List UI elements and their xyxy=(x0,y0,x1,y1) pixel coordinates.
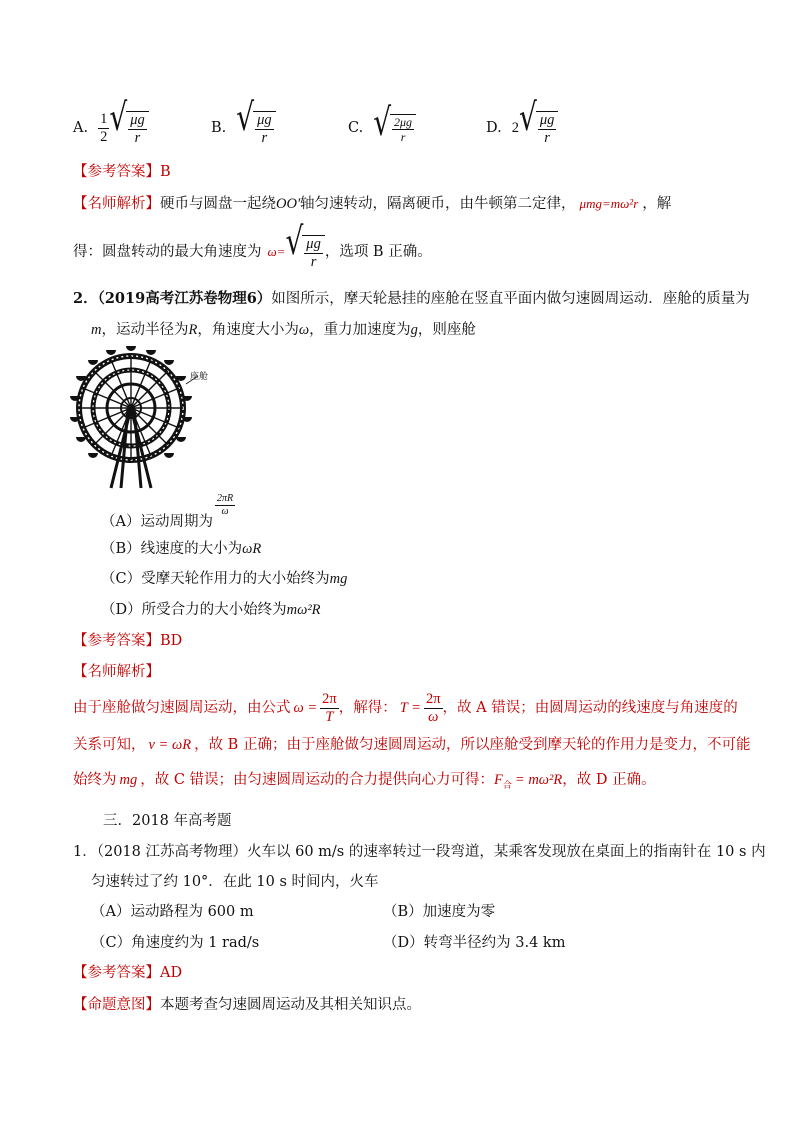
option-b xyxy=(211,95,276,150)
question-2-analysis-line-2: 关系可知， v = ωR ，故 B 正确；由于座舱做匀速圆周运动，所以座舱受到摩天轮的作用力是变力，不可能 xyxy=(73,737,751,753)
fraction: $\frac{2\pi}{T}$ xyxy=(322,691,337,725)
option-letter: C. xyxy=(348,120,364,136)
fraction: $\frac{2\pi}{\omega}$ xyxy=(425,691,441,725)
fraction: $\frac{1}{2}$ xyxy=(100,111,108,145)
question-number: 2． xyxy=(73,290,98,307)
question-1-2018-stem-line-1: 1．（2018 江苏高考物理）火车以 60 m/s 的速率转过一段弯道，某乘客发现放在桌面上的指南针在 10 s 内 xyxy=(73,844,766,860)
question-1-2018-answer: 【参考答案】AD xyxy=(73,965,183,981)
sqrt-expression: √ $\frac{\mu g}{r}$ xyxy=(236,111,275,145)
question-2-stem-line-2: m，运动半径为R，角速度大小为ω，重力加速度为g，则座舱 xyxy=(91,322,476,338)
question-1-2018-intent: 【命题意图】本题考查匀速圆周运动及其相关知识点。 xyxy=(73,997,421,1013)
question-1-2018-option-a: （A）运动路程为 600 m xyxy=(91,904,254,920)
question-source: （2019高考江苏卷物理6） xyxy=(97,290,272,307)
question-2-option-d: （D）所受合力的大小始终为mω²R xyxy=(101,602,321,618)
question-2-option-b: （B）线速度的大小为ωR xyxy=(101,541,262,557)
sqrt-expression: √ $\frac{2\mu g}{r}$ xyxy=(373,114,416,143)
question-2-option-a: （A）运动周期为 $\frac{2\pi R}{\omega}$ xyxy=(101,493,234,530)
question-2-stem-line-1: 2．（2019高考江苏卷物理6）如图所示，摩天轮悬挂的座舱在竖直平面内做匀速圆周运动．座舱的质量为 xyxy=(73,290,750,307)
question-1-2018-option-c: （C）角速度约为 1 rad/s xyxy=(91,935,260,951)
sqrt-expression: √ $\frac{\mu g}{r}$ xyxy=(285,235,324,269)
analysis-line-2: 得：圆盘转动的最大角速度为 ω= √ $\frac{\mu g}{r}$ ，选项 B 正确。 xyxy=(73,219,432,270)
coefficient: 2 xyxy=(511,120,519,136)
option-letter: D. xyxy=(486,120,502,136)
question-1-2018-stem-line-2: 匀速转过了约 10°．在此 10 s 时间内，火车 xyxy=(91,874,379,890)
analysis-label: 【名师解析】 xyxy=(73,196,160,212)
figure-label: 座舱 xyxy=(190,372,209,382)
question-2-analysis-label: 【名师解析】 xyxy=(73,664,160,680)
ferris-wheel-figure xyxy=(68,344,216,492)
question-1-2018-option-d: （D）转弯半径约为 3.4 km xyxy=(383,935,566,951)
answer-value: B xyxy=(160,164,171,180)
analysis-line-1: 【名师解析】硬币与圆盘一起绕OO'轴匀速转动，隔离硬币，由牛顿第二定律， μmg=mω²r ，解 xyxy=(73,196,672,212)
fraction: $\frac{2\pi R}{\omega}$ xyxy=(216,493,234,517)
question-2-answer: 【参考答案】BD xyxy=(73,633,183,649)
option-d xyxy=(486,95,558,150)
question-1-2018-option-b: （B）加速度为零 xyxy=(383,904,496,920)
option-a xyxy=(73,95,149,150)
option-letter: B. xyxy=(211,120,227,136)
section-heading: 三．2018 年高考题 xyxy=(103,813,232,829)
question-2-analysis-line-1: 由于座舱做匀速圆周运动，由公式 ω = $\frac{2\pi}{T}$ ，解得： T = $\frac{2\pi}{\omega}$ ，故 A 错误；由圆周运动的线速度与角速度的 xyxy=(73,691,738,725)
answer-line xyxy=(73,162,171,182)
sqrt-expression: √ $\frac{\mu g}{r}$ xyxy=(519,111,558,145)
ferris-wheel-drawing xyxy=(68,344,216,492)
question-2-analysis-line-3: 始终为 mg ，故 C 错误；由匀速圆周运动的合力提供向心力可得：$F_合 = m\omega^2R$，故 D 正确。 xyxy=(73,772,656,791)
option-letter: A. xyxy=(73,120,89,136)
answer-label: 【参考答案】 xyxy=(73,164,160,180)
sqrt-expression: √ $\frac{\mu g}{r}$ xyxy=(109,111,148,145)
question-2-option-c: （C）受摩天轮作用力的大小始终为mg xyxy=(101,571,348,587)
option-c xyxy=(348,99,416,150)
